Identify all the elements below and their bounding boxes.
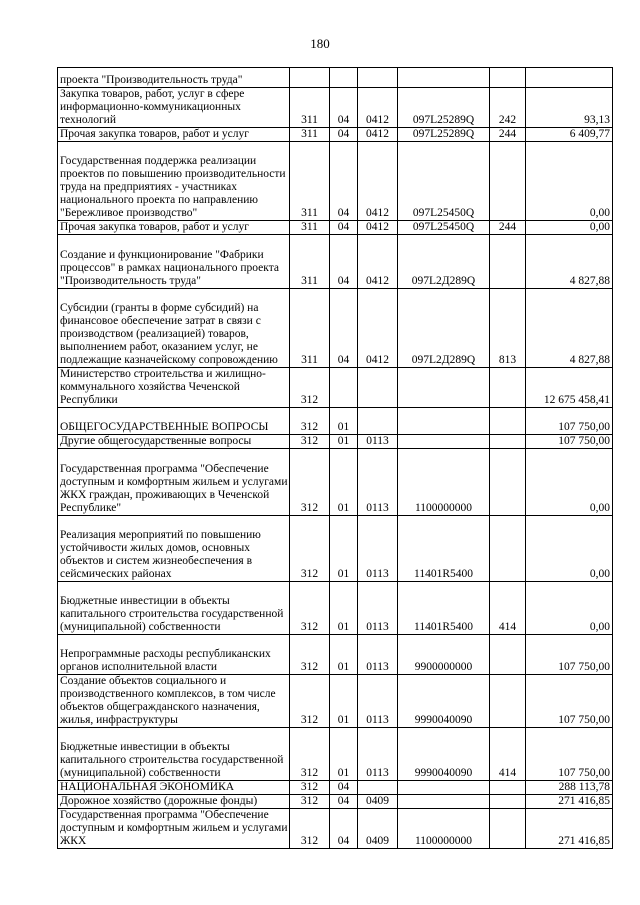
row-subsection-cell (358, 68, 398, 88)
row-amount-cell: 288 113,78 (526, 781, 613, 795)
row-subsection-cell: 0409 (358, 809, 398, 849)
row-grbs-cell: 311 (290, 235, 330, 289)
row-subsection-cell: 0113 (358, 675, 398, 728)
row-expense-type-cell (490, 408, 526, 435)
table-row (58, 809, 613, 849)
row-name-cell: Создание и функционирование "Фабрики процессов" в рамках национального проекта "Производительность труда" (58, 235, 290, 289)
row-amount-cell: 4 827,88 (526, 289, 613, 368)
table-row (58, 435, 613, 449)
row-grbs-cell: 312 (290, 582, 330, 635)
row-target-article-cell (398, 68, 490, 88)
row-name-cell: Министерство строительства и жилищно-коммунального хозяйства Чеченской Республики (58, 368, 290, 408)
row-name-cell: ОБЩЕГОСУДАРСТВЕННЫЕ ВОПРОСЫ (58, 408, 290, 435)
row-target-article-cell: 9990040090 (398, 728, 490, 781)
row-amount-cell: 107 750,00 (526, 408, 613, 435)
table-row (58, 142, 613, 221)
row-subsection-cell: 0113 (358, 449, 398, 516)
row-name-cell: Государственная поддержка реализации проектов по повышению производительности труда на предприятиях - участниках национального проекта по направлению "Бережливое производство" (58, 142, 290, 221)
row-amount-cell: 0,00 (526, 221, 613, 235)
table-row (58, 449, 613, 516)
row-target-article-cell: 9990040090 (398, 675, 490, 728)
row-target-article-cell: 1100000000 (398, 449, 490, 516)
row-name-cell: Закупка товаров, работ, услуг в сфере информационно-коммуникационных технологий (58, 88, 290, 128)
row-section-cell: 01 (330, 728, 358, 781)
table-row (58, 68, 613, 88)
table-row (58, 795, 613, 809)
row-target-article-cell (398, 408, 490, 435)
row-amount-cell: 6 409,77 (526, 128, 613, 142)
row-target-article-cell (398, 781, 490, 795)
table-row (58, 235, 613, 289)
row-amount-cell: 0,00 (526, 449, 613, 516)
row-subsection-cell: 0412 (358, 235, 398, 289)
row-subsection-cell (358, 781, 398, 795)
row-target-article-cell: 11401R5400 (398, 582, 490, 635)
table-row (58, 582, 613, 635)
table-row (58, 781, 613, 795)
row-grbs-cell: 311 (290, 88, 330, 128)
row-target-article-cell: 097L2Д289Q (398, 235, 490, 289)
table-row (58, 289, 613, 368)
row-section-cell: 01 (330, 635, 358, 675)
row-amount-cell: 0,00 (526, 582, 613, 635)
row-name-cell: Субсидии (гранты в форме субсидий) на финансовое обеспечение затрат в связи с производством (реализацией) товаров, выполнением работ, оказанием услуг, не подлежащие казначейскому сопровождению (58, 289, 290, 368)
row-subsection-cell (358, 408, 398, 435)
row-section-cell: 01 (330, 582, 358, 635)
row-name-cell: Бюджетные инвестиции в объекты капитального строительства государственной (муниципальной) собственности (58, 728, 290, 781)
row-amount-cell: 107 750,00 (526, 675, 613, 728)
row-expense-type-cell: 813 (490, 289, 526, 368)
row-expense-type-cell (490, 68, 526, 88)
row-target-article-cell: 11401R5400 (398, 516, 490, 582)
table-row (58, 408, 613, 435)
table-row (58, 88, 613, 128)
row-grbs-cell: 312 (290, 635, 330, 675)
row-amount-cell: 12 675 458,41 (526, 368, 613, 408)
table-row (58, 728, 613, 781)
row-subsection-cell: 0412 (358, 128, 398, 142)
row-target-article-cell: 097L25450Q (398, 221, 490, 235)
row-section-cell: 04 (330, 289, 358, 368)
row-section-cell (330, 368, 358, 408)
row-section-cell: 04 (330, 128, 358, 142)
row-amount-cell: 107 750,00 (526, 635, 613, 675)
row-expense-type-cell (490, 516, 526, 582)
row-section-cell: 04 (330, 142, 358, 221)
row-subsection-cell: 0412 (358, 88, 398, 128)
row-grbs-cell: 312 (290, 368, 330, 408)
row-expense-type-cell (490, 368, 526, 408)
row-name-cell: Дорожное хозяйство (дорожные фонды) (58, 795, 290, 809)
row-name-cell: Государственная программа "Обеспечение доступным и комфортным жильем и услугами ЖКХ граждан, проживающих в Чеченской Республике" (58, 449, 290, 516)
row-section-cell: 01 (330, 516, 358, 582)
row-amount-cell (526, 68, 613, 88)
row-subsection-cell: 0113 (358, 435, 398, 449)
row-amount-cell: 0,00 (526, 142, 613, 221)
row-subsection-cell: 0412 (358, 289, 398, 368)
row-grbs-cell: 311 (290, 142, 330, 221)
row-target-article-cell: 9900000000 (398, 635, 490, 675)
page-number: 180 (310, 36, 330, 51)
row-expense-type-cell (490, 781, 526, 795)
row-section-cell: 04 (330, 88, 358, 128)
row-section-cell (330, 68, 358, 88)
row-subsection-cell: 0113 (358, 582, 398, 635)
row-target-article-cell: 097L25450Q (398, 142, 490, 221)
row-name-cell: Прочая закупка товаров, работ и услуг (58, 128, 290, 142)
row-expense-type-cell (490, 235, 526, 289)
row-grbs-cell: 312 (290, 795, 330, 809)
row-expense-type-cell (490, 635, 526, 675)
row-target-article-cell (398, 435, 490, 449)
row-target-article-cell (398, 368, 490, 408)
row-amount-cell: 0,00 (526, 516, 613, 582)
row-name-cell: Создание объектов социального и производственного комплексов, в том числе объектов общегражданского назначения, жилья, инфраструктуры (58, 675, 290, 728)
row-expense-type-cell: 244 (490, 128, 526, 142)
row-expense-type-cell (490, 795, 526, 809)
row-grbs-cell: 312 (290, 449, 330, 516)
row-section-cell: 04 (330, 809, 358, 849)
row-expense-type-cell: 414 (490, 582, 526, 635)
row-amount-cell: 107 750,00 (526, 435, 613, 449)
row-name-cell: проекта "Производительность труда" (58, 68, 290, 88)
row-name-cell: Прочая закупка товаров, работ и услуг (58, 221, 290, 235)
row-subsection-cell (358, 368, 398, 408)
row-grbs-cell: 311 (290, 128, 330, 142)
budget-table (57, 67, 613, 849)
row-section-cell: 01 (330, 449, 358, 516)
row-name-cell: Государственная программа "Обеспечение доступным и комфортным жильем и услугами ЖКХ (58, 809, 290, 849)
row-name-cell: Бюджетные инвестиции в объекты капитального строительства государственной (муниципальной) собственности (58, 582, 290, 635)
table-row (58, 221, 613, 235)
row-expense-type-cell: 242 (490, 88, 526, 128)
row-section-cell: 01 (330, 435, 358, 449)
row-amount-cell: 4 827,88 (526, 235, 613, 289)
row-name-cell: Другие общегосударственные вопросы (58, 435, 290, 449)
row-amount-cell: 107 750,00 (526, 728, 613, 781)
row-expense-type-cell: 244 (490, 221, 526, 235)
row-expense-type-cell (490, 449, 526, 516)
row-target-article-cell: 097L2Д289Q (398, 289, 490, 368)
table-row (58, 516, 613, 582)
row-subsection-cell: 0409 (358, 795, 398, 809)
table-row (58, 635, 613, 675)
row-subsection-cell: 0412 (358, 142, 398, 221)
row-grbs-cell: 312 (290, 435, 330, 449)
row-subsection-cell: 0113 (358, 728, 398, 781)
row-section-cell: 01 (330, 675, 358, 728)
row-grbs-cell: 312 (290, 516, 330, 582)
row-expense-type-cell (490, 435, 526, 449)
row-name-cell: Непрограммные расходы республиканских органов исполнительной власти (58, 635, 290, 675)
row-grbs-cell (290, 68, 330, 88)
row-name-cell: Реализация мероприятий по повышению устойчивости жилых домов, основных объектов и систем жизнеобеспечения в сейсмических районах (58, 516, 290, 582)
table-row (58, 675, 613, 728)
table-body (58, 68, 613, 849)
row-expense-type-cell: 414 (490, 728, 526, 781)
row-section-cell: 04 (330, 795, 358, 809)
row-amount-cell: 271 416,85 (526, 809, 613, 849)
row-section-cell: 04 (330, 221, 358, 235)
table-row (58, 368, 613, 408)
row-target-article-cell: 097L25289Q (398, 88, 490, 128)
row-target-article-cell: 097L25289Q (398, 128, 490, 142)
row-grbs-cell: 311 (290, 289, 330, 368)
row-expense-type-cell (490, 675, 526, 728)
row-subsection-cell: 0412 (358, 221, 398, 235)
row-amount-cell: 271 416,85 (526, 795, 613, 809)
row-grbs-cell: 312 (290, 408, 330, 435)
row-target-article-cell (398, 795, 490, 809)
row-target-article-cell: 1100000000 (398, 809, 490, 849)
row-grbs-cell: 312 (290, 675, 330, 728)
row-section-cell: 04 (330, 235, 358, 289)
table-row (58, 128, 613, 142)
row-section-cell: 01 (330, 408, 358, 435)
row-grbs-cell: 312 (290, 809, 330, 849)
row-name-cell: НАЦИОНАЛЬНАЯ ЭКОНОМИКА (58, 781, 290, 795)
row-grbs-cell: 312 (290, 728, 330, 781)
row-subsection-cell: 0113 (358, 635, 398, 675)
row-expense-type-cell (490, 142, 526, 221)
row-expense-type-cell (490, 809, 526, 849)
row-subsection-cell: 0113 (358, 516, 398, 582)
row-grbs-cell: 312 (290, 781, 330, 795)
row-section-cell: 04 (330, 781, 358, 795)
row-amount-cell: 93,13 (526, 88, 613, 128)
row-grbs-cell: 311 (290, 221, 330, 235)
